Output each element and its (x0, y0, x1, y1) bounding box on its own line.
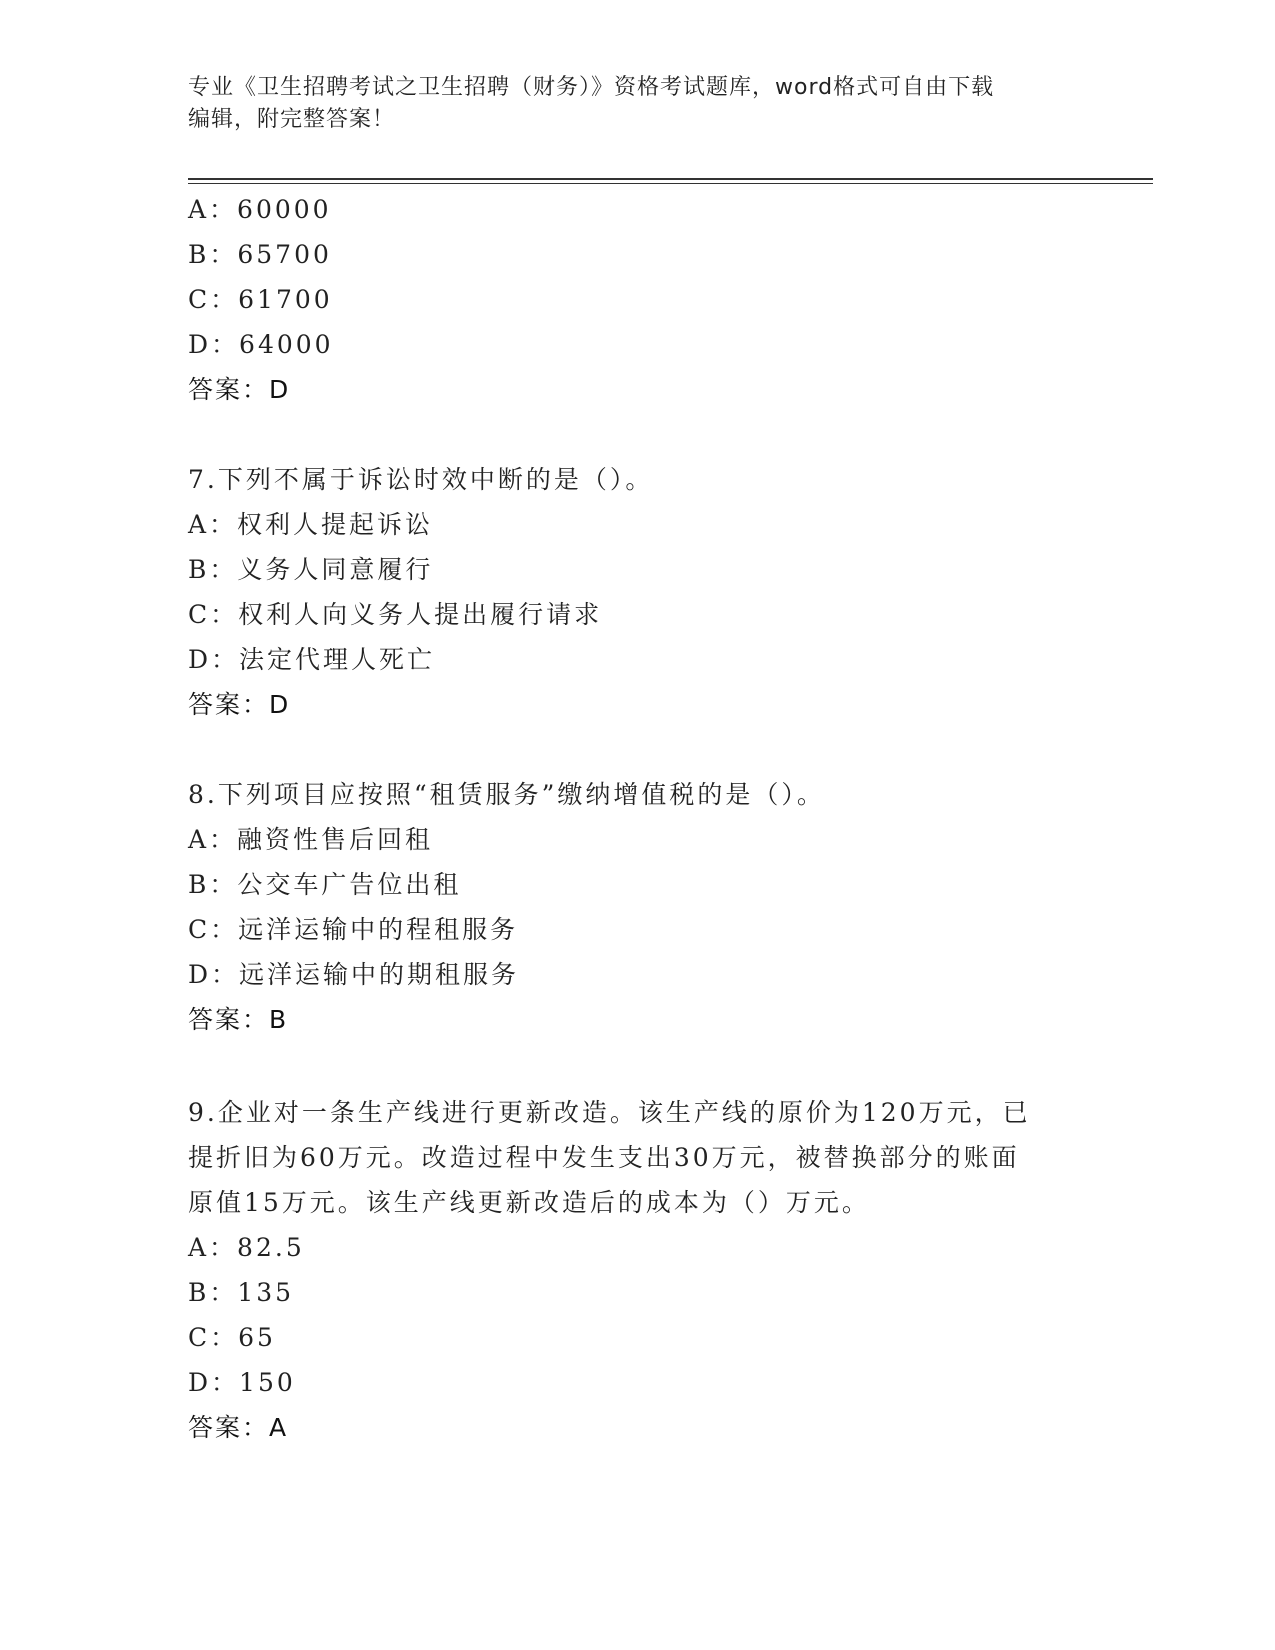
q7-option-d: D：法定代理人死亡 (188, 645, 436, 674)
q7-answer-label: 答案： (188, 690, 270, 719)
q8-option-a: A：融资性售后回租 (188, 825, 434, 854)
q9-option-b: B：135 (188, 1278, 295, 1307)
q7-answer-value: D (269, 690, 290, 719)
q9-answer-label: 答案： (188, 1413, 270, 1442)
q8-option-b: B：公交车广告位出租 (188, 870, 462, 899)
q9-question-line-1: 9.企业对一条生产线进行更新改造。该生产线的原价为120万元，已 (188, 1098, 1031, 1127)
q9-option-d: D：150 (188, 1368, 296, 1397)
q6-answer (188, 370, 289, 406)
q9-question-line-3: 原值15万元。该生产线更新改造后的成本为（）万元。 (188, 1188, 870, 1217)
q6-option-c: C：61700 (188, 285, 333, 314)
q8-answer-label: 答案： (188, 1005, 270, 1034)
q9-answer-value: A (269, 1413, 288, 1442)
q6-option-a: A：60000 (188, 195, 332, 224)
q9-option-a: A：82.5 (188, 1233, 305, 1262)
q7-option-c: C：权利人向义务人提出履行请求 (188, 600, 603, 629)
q6-answer-value: D (269, 375, 290, 404)
q7-answer (188, 685, 289, 721)
q6-answer-label: 答案： (188, 375, 270, 404)
header-line-1: 专业《卫生招聘考试之卫生招聘（财务）》资格考试题库，word格式可自由下载 (188, 75, 995, 100)
document-header (188, 72, 1088, 136)
q6-option-d: D：64000 (188, 330, 334, 359)
q9-option-c: C：65 (188, 1323, 276, 1352)
q9-question-line-2: 提折旧为60万元。改造过程中发生支出30万元，被替换部分的账面 (188, 1143, 1020, 1172)
q7-option-a: A：权利人提起诉讼 (188, 510, 434, 539)
q8-question: 8.下列项目应按照“租赁服务”缴纳增值税的是（）。 (188, 780, 825, 809)
header-divider-thick (188, 178, 1153, 180)
header-divider-thin (188, 183, 1153, 184)
q7-option-b: B：义务人同意履行 (188, 555, 434, 584)
q8-option-d: D：远洋运输中的期租服务 (188, 960, 520, 989)
q8-option-c: C：远洋运输中的程租服务 (188, 915, 519, 944)
q7-question: 7.下列不属于诉讼时效中断的是（）。 (188, 465, 654, 494)
q8-answer (188, 1000, 287, 1036)
q8-answer-value: B (269, 1005, 288, 1034)
q9-answer (188, 1408, 287, 1444)
header-line-2: 编辑，附完整答案！ (188, 107, 396, 132)
q6-option-b: B：65700 (188, 240, 332, 269)
